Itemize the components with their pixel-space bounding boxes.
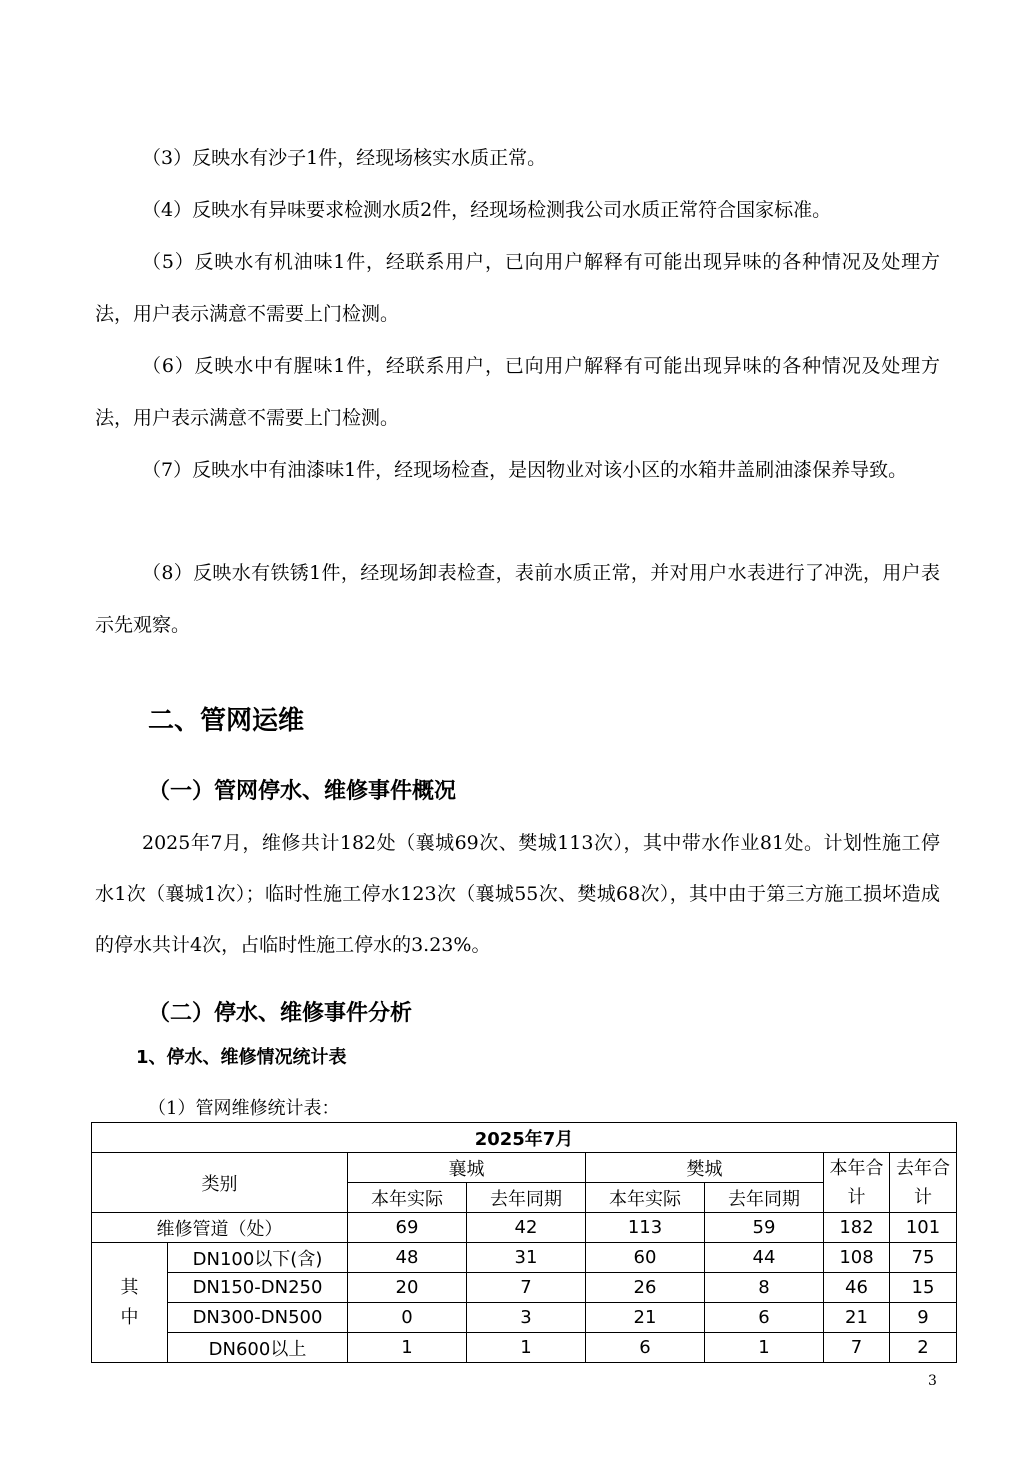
paragraph-item-8: （8）反映水有铁锈1件，经现场卸表检查，表前水质正常，并对用户水表进行了冲洗，用户表示先观察。 [95, 562, 940, 636]
table-cell: 182 [824, 1213, 890, 1243]
paragraph-item-5: （5）反映水有机油味1件，经联系用户，已向用户解释有可能出现异味的各种情况及处理方法，用户表示满意不需要上门检测。 [95, 251, 940, 325]
table-cell: 113 [586, 1213, 705, 1243]
table-cell: 20 [348, 1273, 467, 1303]
this-year-total-header: 本年合计 [824, 1153, 890, 1213]
table-cell: 31 [467, 1243, 586, 1273]
table-cell: 1 [348, 1333, 467, 1363]
table-row [92, 1243, 957, 1273]
paragraph-item-4: （4）反映水有异味要求检测水质2件，经现场检测我公司水质正常符合国家标准。 [142, 199, 832, 221]
table-cell: 9 [890, 1303, 957, 1333]
xiangcheng-header: 襄城 [348, 1153, 586, 1183]
overview-paragraph: 2025年7月，维修共计182处（襄城69次、樊城113次），其中带水作业81处。计划性施工停水1次（襄城1次）；临时性施工停水123次（襄城55次、樊城68次），其中由于第三方施工损坏造成的停水共计4次，占临时性施工停水的3.23%。 [95, 832, 940, 956]
table-cell: 1 [705, 1333, 824, 1363]
row-label: DN300-DN500 [168, 1303, 348, 1333]
table-cell: 6 [705, 1303, 824, 1333]
table-cell: 0 [348, 1303, 467, 1333]
table-cell: 15 [890, 1273, 957, 1303]
table-cell: 46 [824, 1273, 890, 1303]
table-cell: 101 [890, 1213, 957, 1243]
xiangcheng-this-year-header: 本年实际 [348, 1183, 467, 1213]
table-row [92, 1213, 957, 1243]
table-cell: 8 [705, 1273, 824, 1303]
fancheng-last-year-header: 去年同期 [705, 1183, 824, 1213]
paragraph-item-3: （3）反映水有沙子1件，经现场核实水质正常。 [142, 147, 547, 169]
section-heading: 二、管网运维 [148, 706, 305, 736]
table-cell: 21 [586, 1303, 705, 1333]
table-row [92, 1303, 957, 1333]
subsection-heading-overview: （一）管网停水、维修事件概况 [148, 779, 457, 804]
page-number: 3 [928, 1373, 937, 1389]
table-cell: 60 [586, 1243, 705, 1273]
table-cell: 108 [824, 1243, 890, 1273]
table-cell: 42 [467, 1213, 586, 1243]
table-cell: 21 [824, 1303, 890, 1333]
row-label: DN150-DN250 [168, 1273, 348, 1303]
group-label-text: 其中 [120, 1276, 139, 1328]
table-cell: 3 [467, 1303, 586, 1333]
table-caption: （1）管网维修统计表： [148, 1098, 340, 1119]
category-header: 类别 [92, 1153, 348, 1213]
row-label: DN100以下(含) [168, 1243, 348, 1273]
table-cell: 44 [705, 1243, 824, 1273]
table-cell: 75 [890, 1243, 957, 1273]
table-row [92, 1333, 957, 1363]
row-label: DN600以上 [168, 1333, 348, 1363]
item-heading-stats: 1、停水、维修情况统计表 [136, 1047, 347, 1068]
last-year-total-header: 去年合计 [890, 1153, 957, 1213]
table-cell: 1 [467, 1333, 586, 1363]
row-label: 维修管道（处） [92, 1213, 348, 1243]
table-title: 2025年7月 [92, 1123, 957, 1153]
table-cell: 69 [348, 1213, 467, 1243]
table-cell: 7 [824, 1333, 890, 1363]
paragraph-item-7: （7）反映水中有油漆味1件，经现场检查，是因物业对该小区的水箱井盖刷油漆保养导致。 [142, 459, 908, 481]
paragraph-item-6: （6）反映水中有腥味1件，经联系用户，已向用户解释有可能出现异味的各种情况及处理方法，用户表示满意不需要上门检测。 [95, 355, 940, 429]
fancheng-this-year-header: 本年实际 [586, 1183, 705, 1213]
table-cell: 48 [348, 1243, 467, 1273]
xiangcheng-last-year-header: 去年同期 [467, 1183, 586, 1213]
table-cell: 26 [586, 1273, 705, 1303]
table-cell: 59 [705, 1213, 824, 1243]
table-cell: 2 [890, 1333, 957, 1363]
fancheng-header: 樊城 [586, 1153, 824, 1183]
table-cell: 6 [586, 1333, 705, 1363]
group-label [92, 1243, 168, 1363]
table-cell: 7 [467, 1273, 586, 1303]
table-row [92, 1273, 957, 1303]
maintenance-stats-table [91, 1122, 957, 1363]
subsection-heading-analysis: （二）停水、维修事件分析 [148, 1001, 413, 1026]
